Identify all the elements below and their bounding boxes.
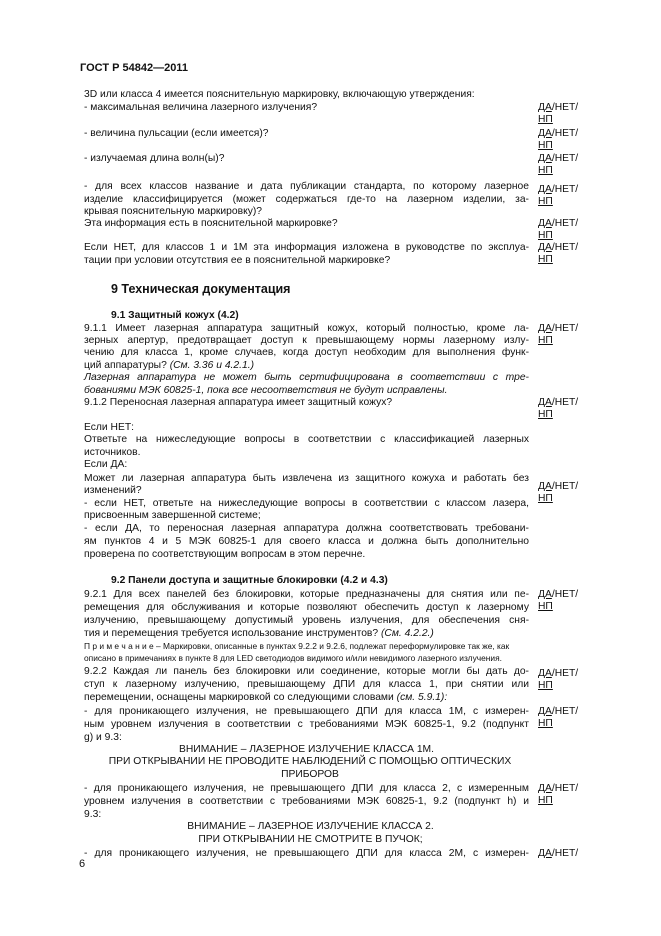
text-line: изделие классифицируется (может содержаться где-то на лазерном изделии, за- [84,194,529,205]
answer-na: НП [538,335,553,347]
answer-yes-no-na [538,668,608,693]
answer-yes: ДА [538,323,552,334]
text-line: проверена по соответствующим вопросам в этом перечне. [84,549,366,560]
answer-na: НП [538,718,553,730]
text-line: g) и 9.3: [84,732,122,743]
answer-na: НП [538,680,553,692]
answer-no: /НЕТ/ [551,397,579,408]
page-number: 6 [79,858,86,870]
text-line: - для проникающего излучения, не превышающего ДПИ для класса 2, с измеренным [84,783,529,794]
answer-no: /НЕТ/ [551,102,579,113]
warning-line: ВНИМАНИЕ – ЛАЗЕРНОЕ ИЗЛУЧЕНИЕ КЛАССА 1М. [179,744,434,755]
text-line: излучению, превышающему допустимый уровень излучения, для обеспечения сня- [84,615,529,626]
answer-yes: ДА [538,848,552,859]
answer-yes-no-na [538,783,608,808]
subsection-heading: 9.1 Защитный кожух (4.2) [111,310,239,321]
answer-yes-no-na [538,242,608,267]
text-line [84,692,529,704]
answer-yes-no [538,848,608,860]
answer-no: /НЕТ/ [551,783,579,794]
text-line: 9.3: [84,809,102,820]
reference: (см. 5.9.1): [396,692,448,703]
text-line: чению для класса 1, кроме случаев, когда доступ необходим для выполнения функ- [84,347,529,358]
answer-yes-no-na [538,323,608,348]
text-line: Эта информация есть в пояснительной маркировке? [84,218,338,229]
text-run: ций аппаратуры? [84,360,167,371]
answer-no: /НЕТ/ [551,153,579,164]
answer-yes-no-na [538,589,608,614]
italic-line: Лазерная аппаратура не может быть сертифицирована в соответствии с тре- [84,372,529,383]
answer-yes: ДА [538,589,552,600]
answer-no: /НЕТ/ [551,706,579,717]
text-line: - максимальная величина лазерного излучения? [84,102,318,113]
warning-line: ПРИ ОТКРЫВАНИИ НЕ СМОТРИТЕ В ПУЧОК; [198,834,423,845]
answer-yes-no-na [538,218,608,243]
text-line: источников. [84,447,141,458]
text-line: 3D или класса 4 имеется пояснительную маркировку, включающую утверждения: [84,89,475,100]
text-line: 9.2.2 Каждая ли панель без блокировки или соединение, которые могли бы дать до- [84,666,529,677]
answer-no: /НЕТ/ [551,668,579,679]
answer-yes: ДА [538,783,552,794]
text-line: - излучаемая длина волн(ы)? [84,153,225,164]
answer-yes-no-na [538,153,608,178]
note-line: описано в примечаниях в пункте 8 для LED светодиодов видимого и/или невидимого лазерного излучения. [84,653,502,663]
answer-yes: ДА [538,668,552,679]
text-line: - для проникающего излучения, не превышающего ДПИ для класса 1М, с измерен- [84,706,529,717]
answer-no: /НЕТ/ [551,848,579,859]
text-line: Если НЕТ: [84,422,134,433]
text-line: 9.2.1 Для всех панелей без блокировки, которые предназначены для снятия или пе- [84,589,529,600]
answer-na: НП [538,409,553,421]
answer-yes: ДА [538,102,552,113]
reference: (См. 3.36 и 4.2.1.) [169,360,255,371]
warning-line: ПРИ ОТКРЫВАНИИ НЕ ПРОВОДИТЕ НАБЛЮДЕНИЙ С ПОМОЩЬЮ ОПТИЧЕСКИХ [108,756,512,767]
answer-na: НП [538,196,553,208]
text-line: Если НЕТ, для классов 1 и 1М эта информация изложена в руководстве по эксплуа- [84,242,529,253]
answer-yes: ДА [538,128,552,139]
answer-yes-no-na [538,481,608,506]
text-line [84,628,529,640]
answer-yes: ДА [538,706,552,717]
text-line: ным уровнем излучения в соответствии с требованиями МЭК 60825-1, 9.2 (подпункт [84,719,529,730]
answer-no: /НЕТ/ [551,218,579,229]
answer-na: НП [538,601,553,613]
note-line [84,641,609,652]
text-line: изменений? [84,485,142,496]
text-line: Может ли лазерная аппаратура быть извлечена из защитного кожуха и работать без [84,473,529,484]
warning-line: ПРИБОРОВ [281,769,339,780]
answer-no: /НЕТ/ [551,184,579,195]
italic-line: бованиями МЭК 60825-1, пока все несоответствия не будут исправлены. [84,385,448,396]
subsection-heading: 9.2 Панели доступа и защитные блокировки (4.2 и 4.3) [111,575,388,586]
text-line: ям пунктов 4 и 5 МЭК 60825-1 для своего класса и должна быть дополнительно [84,536,529,547]
answer-yes: ДА [538,218,552,229]
answer-na: НП [538,254,553,266]
text-line: присвоенным завершенной системе; [84,510,261,521]
text-line: 9.1.2 Переносная лазерная аппаратура имеет защитный кожух? [84,397,393,408]
answer-no: /НЕТ/ [551,481,579,492]
text-line: Если ДА: [84,459,128,470]
answer-no: /НЕТ/ [551,589,579,600]
text-run: – Маркировки, описанные в пунктах 9.2.2 и 9.2.6, подлежат переформулировке так же, как [153,641,510,651]
answer-no: /НЕТ/ [551,323,579,334]
answer-yes: ДА [538,397,552,408]
text-line: Ответьте на нижеследующие вопросы в соответствии с классификацией лазерных [84,434,529,445]
page-header: ГОСТ Р 54842—2011 [80,62,188,74]
text-line: тации при условии отсутствия ее в пояснительной маркировке? [84,255,391,266]
answer-no: /НЕТ/ [551,242,579,253]
answer-yes-no-na [538,706,608,731]
answer-yes: ДА [538,153,552,164]
answer-yes-no-na [538,397,608,422]
answer-na: НП [538,795,553,807]
answer-yes-no-na [538,102,608,127]
answer-na: НП [538,165,553,177]
text-line: зерных апертур, предотвращает доступ к превышающему нормы лазерному излу- [84,335,529,346]
text-line: - для всех классов название и дата публикации стандарта, по которому лазерное [84,181,529,192]
section-heading: 9 Техническая документация [111,282,291,296]
answer-yes: ДА [538,184,552,195]
answer-yes: ДА [538,242,552,253]
text-line: - для проникающего излучения, не превышающего ДПИ для класса 2М, с измерен- [84,848,529,859]
text-line: 9.1.1 Имеет лазерная аппаратура защитный кожух, который полностью, кроме ла- [84,323,529,334]
answer-no: /НЕТ/ [551,128,579,139]
answer-na: НП [538,493,553,505]
text-line [84,360,529,372]
text-line: - величина пульсации (если имеется)? [84,128,269,139]
text-run: перемещении, оснащены маркировкой со следующими словами [84,692,394,703]
text-line: ремещения для обслуживания и которые позволяют обеспечить доступ к лазерному [84,602,529,613]
text-line: уровнем излучения в соответствии с требованиями МЭК 60825-1, 9.2 (подпункт h) и [84,796,529,807]
answer-na: НП [538,140,553,152]
text-line: крывая пояснительную маркировку)? [84,206,263,217]
answer-yes-no-na [538,128,608,153]
text-line: - если ДА, то переносная лазерная аппаратура должна соответствовать требовани- [84,523,529,534]
warning-line: ВНИМАНИЕ – ЛАЗЕРНОЕ ИЗЛУЧЕНИЕ КЛАССА 2. [187,821,434,832]
text-run: тия и перемещения требуется использование инструментов? [84,628,379,639]
answer-na: НП [538,230,553,242]
answer-yes: ДА [538,481,552,492]
text-line: ступ к лазерному излучению, превышающему ДПИ для класса 1, при снятии или [84,679,529,690]
answer-yes-no-na [538,184,608,209]
reference: (См. 4.2.2.) [381,628,434,639]
text-line: - если НЕТ, ответьте на нижеследующие вопросы в соответствии с классом лазера, [84,498,529,509]
answer-na: НП [538,114,553,126]
note-label: П р и м е ч а н и е [84,641,154,651]
